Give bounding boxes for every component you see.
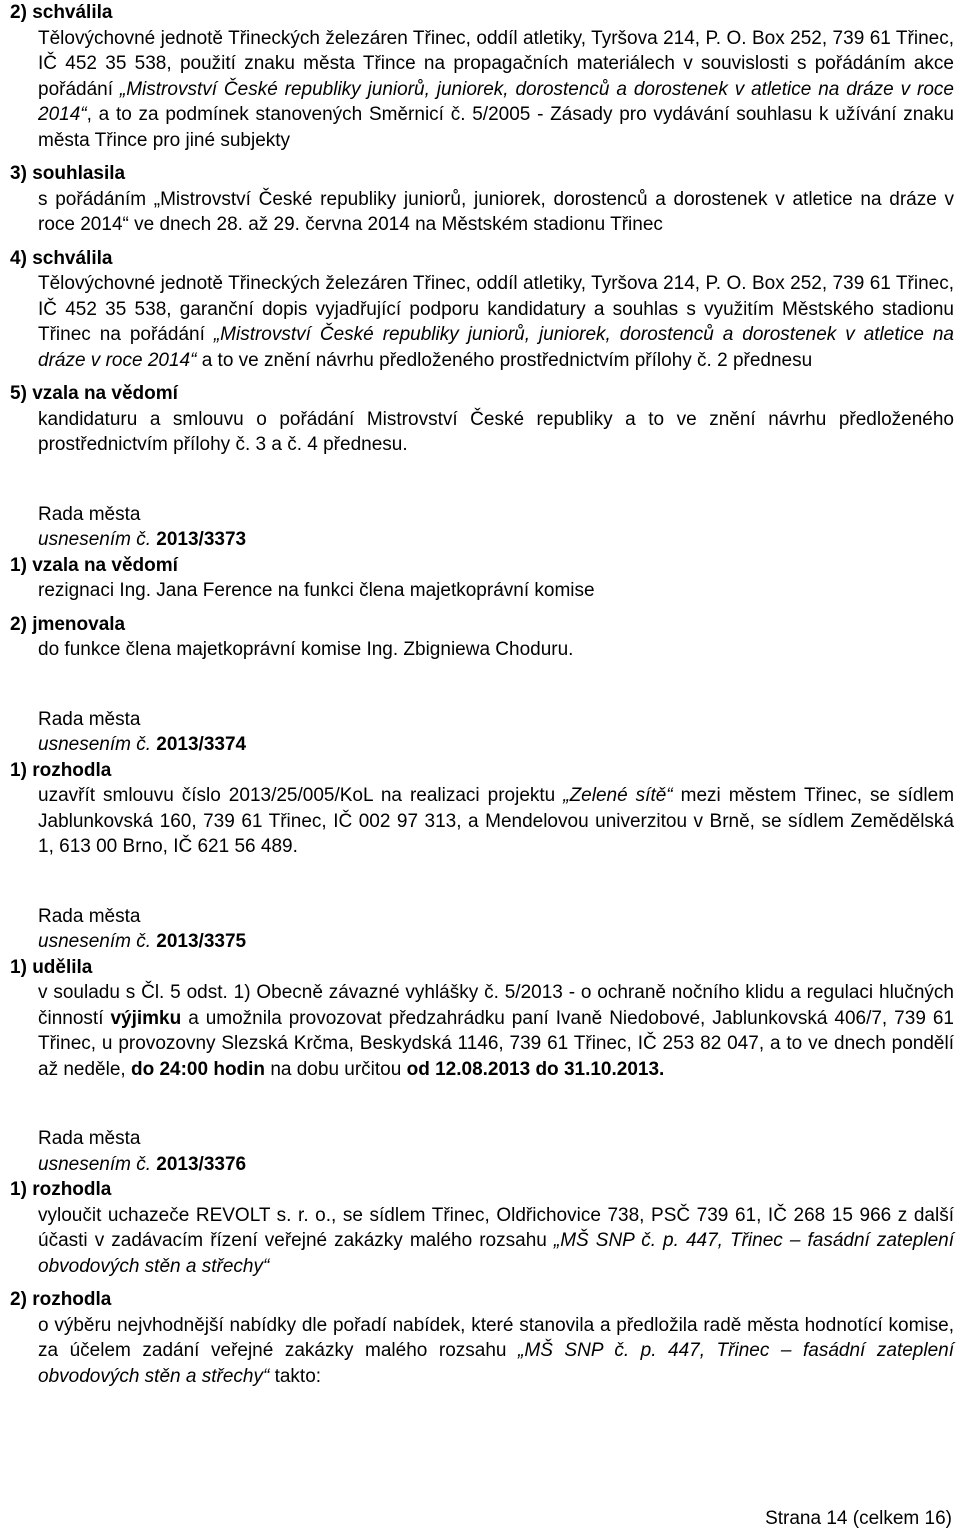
- rada-title: Rada města: [38, 503, 141, 525]
- item-verb: rozhodla: [32, 1179, 112, 1200]
- resolution-id: 2013/3373: [156, 529, 247, 550]
- item-number: 2): [10, 1289, 33, 1310]
- resolution-section: [0, 860, 960, 1083]
- resolution-number: [0, 1152, 960, 1178]
- resolution-id: 2013/3374: [156, 734, 247, 755]
- item-number: 4): [10, 247, 33, 269]
- item-number: 1): [10, 1179, 33, 1200]
- item-number: 5): [10, 383, 33, 404]
- item-heading: [0, 161, 960, 187]
- item-heading: [0, 758, 960, 784]
- item-body: rezignaci Ing. Jana Ference na funkci člena majetkoprávní komise: [38, 580, 595, 601]
- item-heading: [0, 246, 960, 272]
- item-heading: [0, 1177, 960, 1203]
- item-body: v souladu s Čl. 5 odst. 1) Obecně závazné vyhlášky č. 5/2013 - o ochraně nočního klidu a regulaci hlučných činností výjimku a umožnila provozovat předzahrádku paní Ivaně Niedobové, Jablunkovská 406/7, 739 61 Třinec, u provozovny Slezská Krčma, Beskydská 1146, 739 61 Třinec, IČ 253 82 047, a to ve dnech pondělí až neděle, do 24:00 hodin na dobu určitou od 12.08.2013 do 31.10.2013.: [38, 982, 954, 1080]
- resolution-section: [0, 663, 960, 860]
- item-number: 1): [10, 956, 33, 978]
- item-number: 2): [10, 2, 33, 23]
- rada-title: Rada města: [38, 905, 141, 927]
- item-verb: souhlasila: [32, 163, 126, 184]
- item-verb: jmenovala: [32, 613, 126, 635]
- item-heading: [0, 381, 960, 407]
- resolution-label: usnesením č.: [38, 931, 157, 952]
- resolution-id: 2013/3376: [156, 1153, 247, 1175]
- item-body: do funkce člena majetkoprávní komise Ing. Zbigniewa Choduru.: [38, 639, 574, 660]
- item-heading: [0, 955, 960, 981]
- item-body: vyloučit uchazeče REVOLT s. r. o., se sídlem Třinec, Oldřichovice 738, PSČ 739 61, IČ 268 15 966 z další účasti v zadávacím řízení veřejné zakázky malého rozsahu „MŠ SNP č. p. 447, Třinec – fasádní zateplení obvodových stěn a střechy“: [38, 1204, 954, 1277]
- item-body: o výběru nejvhodnější nabídky dle pořadí nabídek, které stanovila a předložila radě města hodnotící komise, za účelem zadání veřejné zakázky malého rozsahu „MŠ SNP č. p. 447, Třinec – fasádní zateplení obvodových stěn a střechy“ takto:: [38, 1314, 954, 1387]
- item-heading: [0, 0, 960, 26]
- item-body: Tělovýchovné jednotě Třineckých železáren Třinec, oddíl atletiky, Tyršova 214, P. O. Box 252, 739 61 Třinec, IČ 452 35 538, garanční dopis vyjadřující podporu kandidatury a souhlas s využitím Městského stadionu Třinec na pořádání „Mistrovství České republiky juniorů, juniorek, dorostenců a dorostenek v atletice na dráze v roce 2014“ a to ve znění návrhu předloženého prostřednictvím přílohy č. 2 přednesu: [38, 273, 955, 371]
- resolution-number: [0, 527, 960, 553]
- item-verb: vzala na vědomí: [32, 383, 178, 404]
- resolution-label: usnesením č.: [38, 1153, 157, 1175]
- resolution-number: [0, 732, 960, 758]
- item-body: s pořádáním „Mistrovství České republiky juniorů, juniorek, dorostenců a dorostenek v atletice na dráze v roce 2014“ ve dnech 28. až 29. června 2014 na Městském stadionu Třinec: [38, 188, 954, 235]
- resolution-number: [0, 929, 960, 955]
- rada-title: Rada města: [38, 1128, 141, 1149]
- resolution-section: [0, 1082, 960, 1389]
- item-verb: schválila: [32, 2, 113, 23]
- resolution-section: [0, 458, 960, 663]
- item-verb: udělila: [32, 956, 93, 978]
- resolution-section: [0, 0, 960, 458]
- item-verb: rozhodla: [32, 759, 112, 781]
- resolution-label: usnesením č.: [38, 734, 157, 755]
- item-number: 3): [10, 163, 33, 184]
- resolution-label: usnesením č.: [38, 529, 157, 550]
- resolution-id: 2013/3375: [156, 931, 247, 952]
- item-verb: schválila: [32, 247, 113, 269]
- item-verb: vzala na vědomí: [32, 554, 178, 576]
- item-body: kandidaturu a smlouvu o pořádání Mistrovství České republiky a to ve znění návrhu předloženého prostřednictvím přílohy č. 3 a č. 4 přednesu.: [38, 408, 954, 455]
- page-footer: Strana 14 (celkem 16): [765, 1508, 952, 1529]
- item-heading: [0, 612, 960, 638]
- item-number: 2): [10, 613, 33, 635]
- rada-title: Rada města: [38, 708, 141, 730]
- item-body: Tělovýchovné jednotě Třineckých železáren Třinec, oddíl atletiky, Tyršova 214, P. O. Box 252, 739 61 Třinec, IČ 452 35 538, použití znaku města Třince na propagačních materiálech v souvislosti s pořádáním akce pořádání „Mistrovství České republiky juniorů, juniorek, dorostenců a dorostenek v atletice na dráze v roce 2014“, a to za podmínek stanovených Směrnicí č. 5/2005 - Zásady pro vydávání souhlasu k užívání znaku města Třince pro jiné subjekty: [38, 27, 954, 151]
- item-heading: [0, 1287, 960, 1313]
- item-body: uzavřít smlouvu číslo 2013/25/005/KoL na realizaci projektu „Zelené sítě“ mezi městem Třinec, se sídlem Jablunkovská 160, 739 61 Třinec, IČ 002 97 313, a Mendelovou univerzitou v Brně, se sídlem Zemědělská 1, 613 00 Brno, IČ 621 56 489.: [38, 785, 955, 857]
- item-heading: [0, 553, 960, 579]
- item-number: 1): [10, 759, 33, 781]
- item-number: 1): [10, 554, 33, 576]
- item-verb: rozhodla: [32, 1289, 112, 1310]
